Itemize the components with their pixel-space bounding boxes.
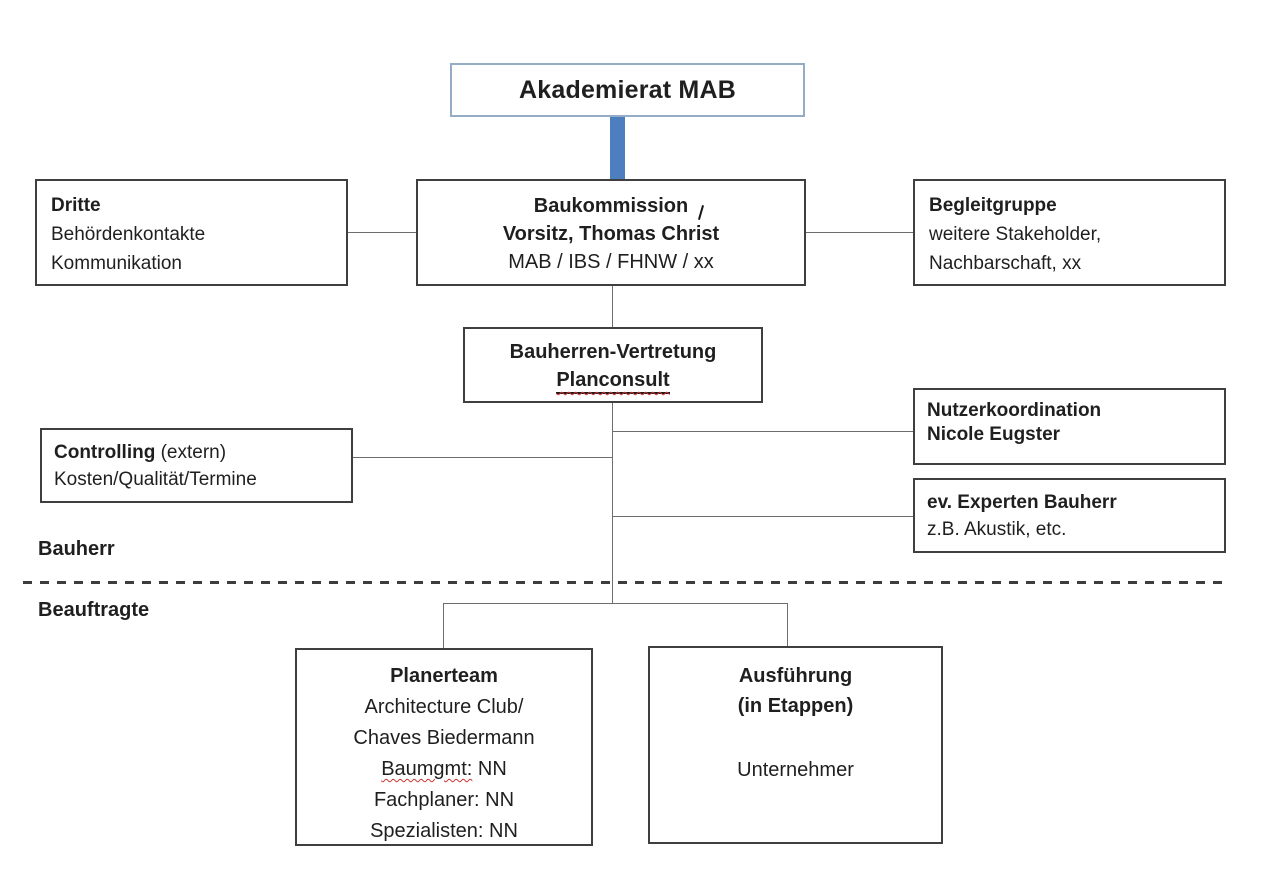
box-title: ev. Experten Bauherr (927, 492, 1117, 513)
connector-baukommission-down (612, 286, 613, 327)
box-line: z.B. Akustik, etc. (927, 519, 1067, 540)
box-title: Ausführung (738, 665, 853, 687)
connector-drop-ausfuehrung (787, 603, 788, 648)
connector-to-controlling (352, 457, 613, 458)
section-label-bauherr: Bauherr (38, 538, 115, 560)
org-box-akademierat (450, 63, 805, 117)
box-line-suffix: NN (472, 758, 507, 780)
box-title: Nutzerkoordination (927, 400, 1102, 421)
box-line: Behördenkontakte (51, 224, 206, 245)
spellchecked-text: Baumgmt: (381, 758, 473, 780)
org-box-dritte (35, 179, 348, 286)
connector-baukommission-begleitgruppe (806, 232, 913, 233)
box-line: weitere Stakeholder, (929, 224, 1102, 245)
box-line (297, 754, 591, 785)
blue-connector-bar (610, 117, 625, 180)
box-line: Kosten/Qualität/Termine (54, 469, 257, 490)
connector-dritte-baukommission (348, 232, 416, 233)
box-title: Baukommission (533, 195, 689, 217)
section-label-beauftragte: Beauftragte (38, 599, 150, 621)
connector-to-experten (613, 516, 913, 517)
box-title-suffix: (extern) (155, 442, 227, 463)
org-box-begleitgruppe (913, 179, 1226, 286)
connector-central-spine (612, 403, 613, 604)
org-box-nutzerkoordination (913, 388, 1226, 465)
connector-to-nutzerkoordination (613, 431, 913, 432)
box-title: Bauherren-Vertretung (509, 341, 717, 363)
box-line: Kommunikation (51, 253, 182, 274)
box-line: Architecture Club/ (364, 696, 524, 718)
box-line (465, 366, 761, 394)
org-box-baukommission (416, 179, 806, 286)
box-line: MAB / IBS / FHNW / xx (508, 251, 714, 273)
org-box-experten-bauherr (913, 478, 1226, 553)
section-divider-dashed-line (23, 581, 1227, 584)
connector-drop-planerteam (443, 603, 444, 648)
box-line: Chaves Biedermann (353, 727, 535, 749)
box-line: Nachbarschaft, xx (929, 253, 1082, 274)
org-box-bauherren-vertretung (463, 327, 763, 403)
box-line: (in Etappen) (737, 695, 854, 717)
org-box-controlling (40, 428, 353, 503)
box-title: Dritte (51, 195, 101, 216)
box-line: Unternehmer (737, 759, 854, 781)
box-line: Spezialisten: NN (370, 820, 518, 842)
box-line: Vorsitz, Thomas Christ (502, 223, 720, 245)
box-title: Begleitgruppe (929, 195, 1057, 216)
box-line: Nicole Eugster (927, 424, 1061, 445)
box-title-bold: Controlling (54, 442, 156, 463)
spellchecked-underlined-text: Planconsult (556, 369, 669, 394)
box-title: Akademierat MAB (519, 75, 736, 104)
box-title: Planerteam (390, 665, 498, 687)
connector-tbar (443, 603, 787, 604)
box-title (54, 439, 351, 466)
box-line: Fachplaner: NN (373, 789, 515, 811)
org-box-ausfuehrung (648, 646, 943, 844)
org-box-planerteam (295, 648, 593, 846)
